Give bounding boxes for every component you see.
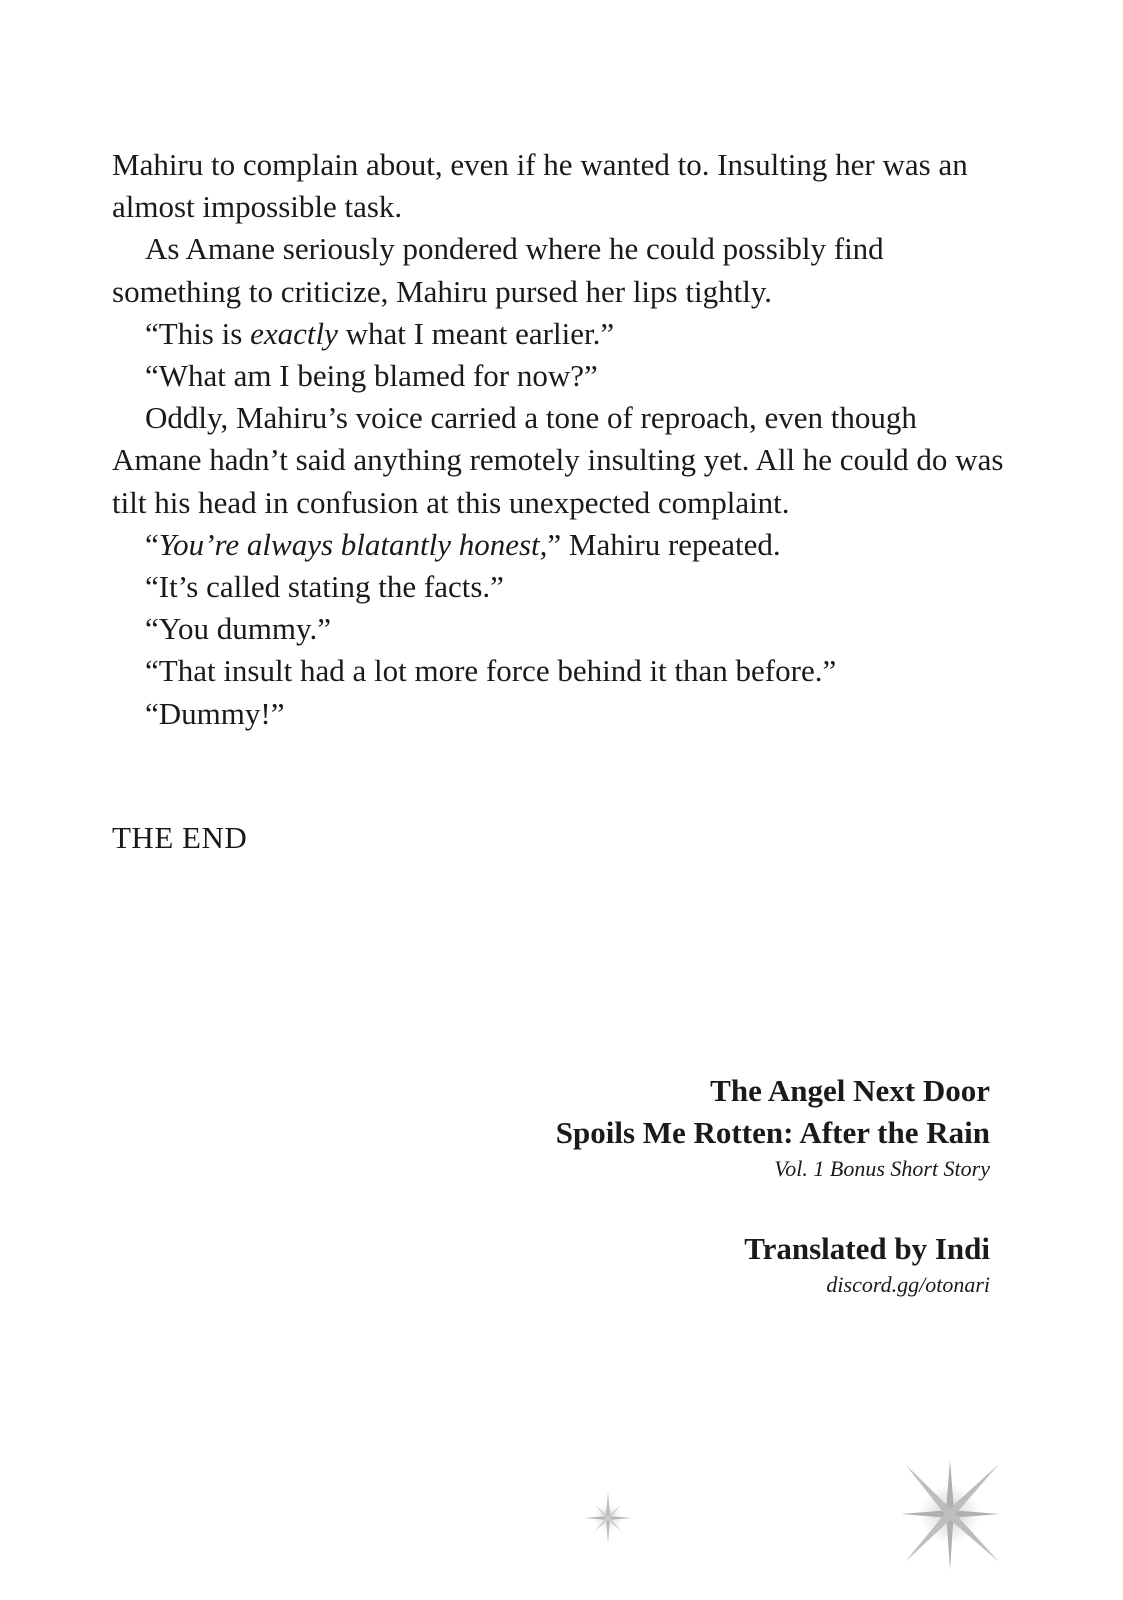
emphasis-text: You’re always blatantly honest,	[158, 526, 548, 562]
book-title-line-1: The Angel Next Door	[710, 1073, 990, 1108]
dialogue-paragraph: “Dummy!”	[145, 695, 285, 731]
dialogue-text: “	[145, 526, 159, 562]
dialogue-text: ” Mahiru repeated.	[547, 526, 781, 562]
paragraph: Mahiru to complain about, even if he wanted to. Insulting her was an almost impossible task.	[112, 147, 968, 225]
dialogue-paragraph: “It’s called stating the facts.”	[145, 569, 504, 605]
story-body	[112, 144, 1012, 735]
dialogue-paragraph	[112, 313, 1012, 355]
dialogue-paragraph: “What am I being blamed for now?”	[145, 358, 598, 394]
dialogue-paragraph	[112, 524, 1012, 566]
paragraph: Oddly, Mahiru’s voice carried a tone of reproach, even though Amane hadn’t said anything remotely insulting yet. All he could do was tilt his head in confusion at this unexpected complaint.	[112, 400, 1004, 520]
translator-credit: Translated by Indi	[744, 1231, 990, 1266]
credits-block	[390, 1070, 990, 1300]
dialogue-paragraph: “You dummy.”	[145, 611, 332, 647]
dialogue-text: “This is	[145, 315, 251, 351]
discord-link[interactable]: discord.gg/otonari	[826, 1272, 990, 1297]
sparkle-icon	[895, 1452, 1005, 1572]
dialogue-paragraph: “That insult had a lot more force behind it than before.”	[145, 653, 837, 689]
book-title-line-2: Spoils Me Rotten: After the Rain	[555, 1115, 990, 1150]
book-subtitle: Vol. 1 Bonus Short Story	[774, 1156, 990, 1181]
paragraph: As Amane seriously pondered where he could possibly find something to criticize, Mahiru pursed her lips tightly.	[112, 231, 884, 309]
sparkle-icon	[580, 1488, 636, 1548]
dialogue-text: what I meant earlier.”	[337, 315, 615, 351]
emphasis-text: exactly	[250, 315, 338, 351]
end-marker: THE END	[112, 820, 248, 855]
